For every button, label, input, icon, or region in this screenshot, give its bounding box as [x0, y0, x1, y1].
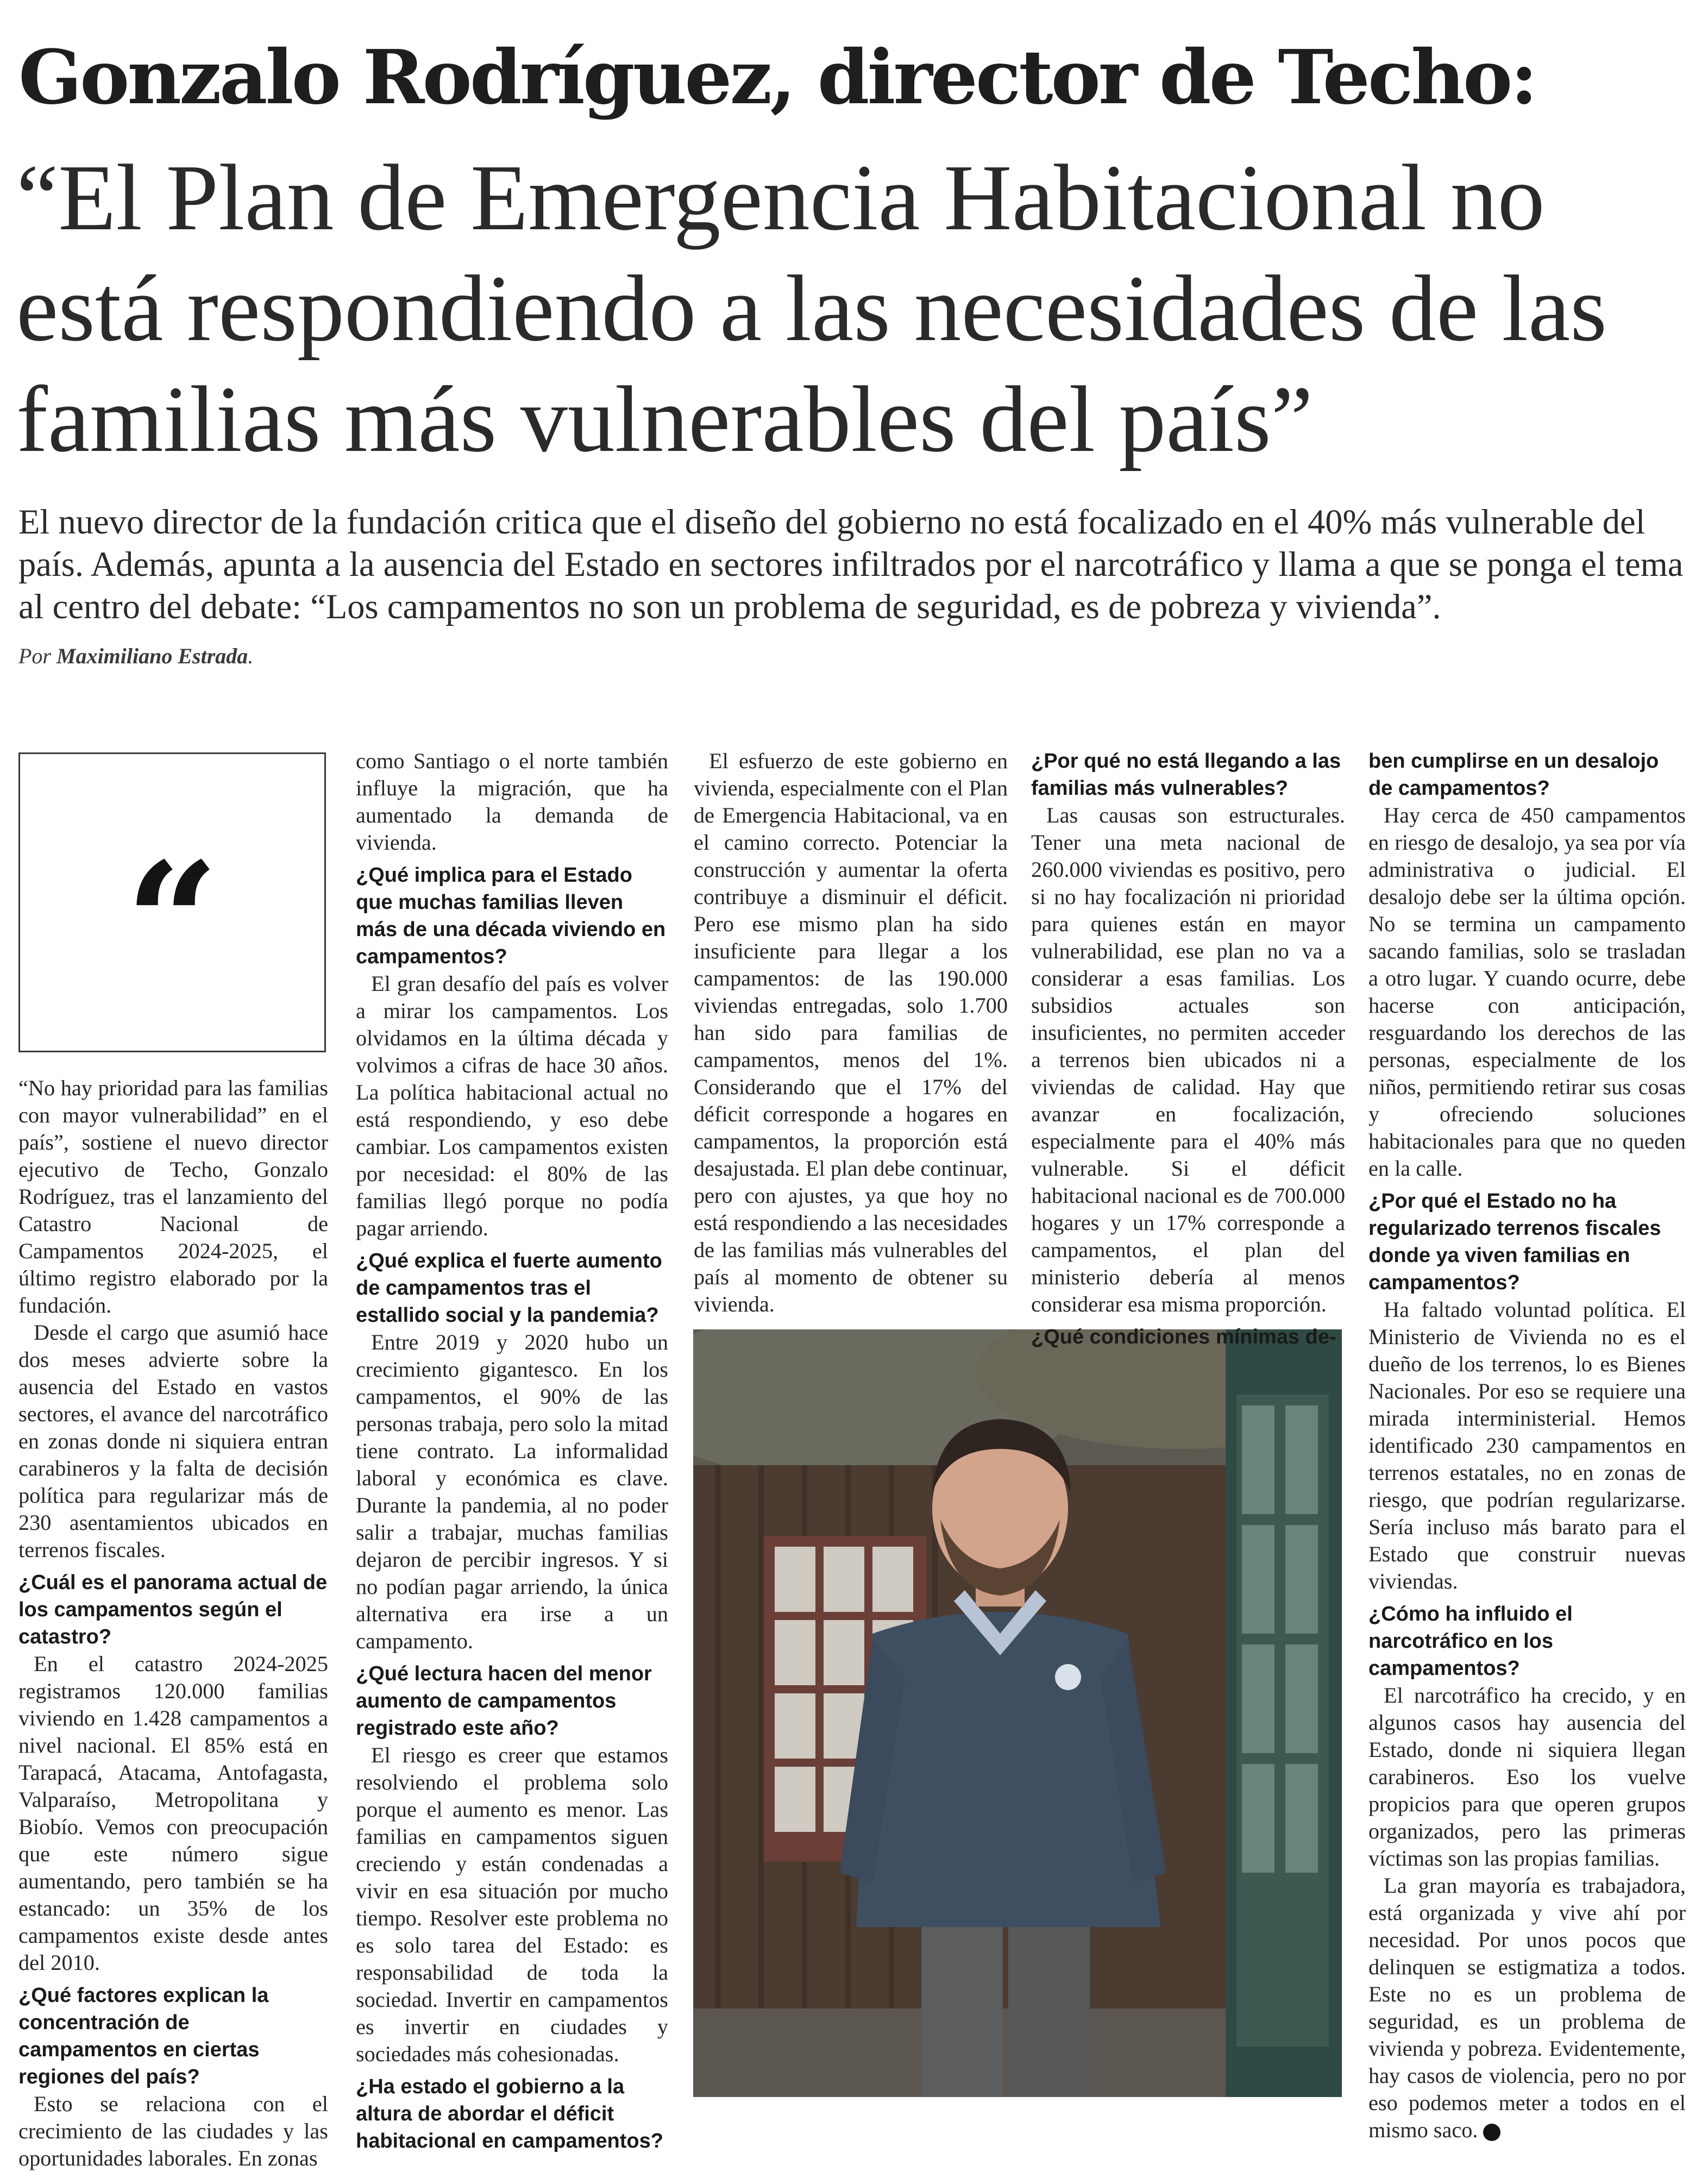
quote-mark-icon: “	[125, 826, 219, 1018]
column-2	[356, 748, 668, 2155]
paragraph: Las causas son estructurales. Tener una meta nacional de 260.000 viviendas es positivo, pero si no hay focalización ni prioridad para quienes están en mayor vulnerabilidad, ese plan no va a considerar a esas familias. Los subsidios actuales son insuficientes, no permiten acceder a terrenos bien ubicados ni a viviendas de calidad. Hay que avanzar en focalización, especialmente para el 40% más vulnerable. Si el déficit habitacional nacional es de 700.000 hogares y un 17% corresponde a campamentos, el plan del ministerio debería al menos considerar esa misma proporción.	[1031, 803, 1345, 1316]
paragraph: El riesgo es creer que estamos resolviendo el problema solo porque el aumento es menor. Las familias en campamentos siguen creciendo y están condenadas a vivir en esa situación por mucho tiempo. Resolver este problema no es solo tarea del Estado: es responsabilidad de toda la sociedad. Invertir en campamentos es invertir en ciudades y sociedades más cohesionadas.	[356, 1743, 668, 2066]
paragraph: Hay cerca de 450 campamentos en riesgo de desalojo, ya sea por vía administrativa o judicial. El desalojo debe ser la última opción. No se termina un campamento sacando familias, solo se trasladan a otro lugar. Y cuando ocurre, debe hacerse con anticipación, resguardando los derechos de las personas, especialmente de los niños, permitiendo retirar sus cosas y ofreciendo soluciones habitacionales para que no queden en la calle.	[1368, 803, 1686, 1181]
paragraph: Entre 2019 y 2020 hubo un crecimiento gigantesco. En los campamentos, el 90% de las personas trabaja, pero solo la mitad tiene contrato. La informalidad laboral y económica es clave. Durante la pandemia, al no poder salir a trabajar, muchas familias dejaron de percibir ingresos. Y si no podían pagar arriendo, la única alternativa era irse a un campamento.	[356, 1330, 668, 1653]
headline-quote: “El Plan de Emergencia Habitacional no está respondiendo a las necesidades de las familias más vulnerables del país”	[16, 145, 1607, 472]
paragraph: El gran desafío del país es volver a mirar los campamentos. Los olvidamos en la última década y volvimos a cifras de hace 30 años. La política habitacional actual no está respondiendo, y eso debe cambiar. Los campamentos existen por necesidad: el 80% de las familias llegó porque no podía pagar arriendo.	[356, 971, 668, 1240]
byline	[18, 643, 253, 669]
byline-prefix: Por	[18, 644, 51, 668]
column-3	[694, 748, 1008, 1318]
byline-author: Maximiliano Estrada	[56, 644, 248, 668]
paragraph: En el catastro 2024-2025 registramos 120.000 familias viviendo en 1.428 campamentos a nivel nacional. El 85% está en Tarapacá, Atacama, Antofagasta, Valparaíso, Metropolitana y Biobío. Vemos con preocupación que este número sigue aumentando, pero también se ha estancado: un 35% de los campamentos existe desde antes del 2010.	[18, 1652, 328, 1975]
pull-quote-box	[18, 752, 326, 1052]
interview-question: ¿Cuál es el panorama actual de los campamentos según el catastro?	[18, 1571, 328, 1648]
interview-question: ¿Por qué el Estado no ha regularizado terrenos fiscales donde ya viven familias en campamentos?	[1368, 1190, 1661, 1294]
paragraph: Desde el cargo que asumió hace dos meses advierte sobre la ausencia del Estado en vastos sectores, el avance del narcotráfico en zonas donde ni siquiera entran carabineros y la falta de decisión política para regularizar más de 230 asentamientos ubicados en terrenos fiscales.	[18, 1320, 328, 1562]
paragraph: “No hay prioridad para las familias con mayor vulnerabilidad” en el país”, sostiene el nuevo director ejecutivo de Techo, Gonzalo Rodríguez, tras el lanzamiento del Catastro Nacional de Campamentos 2024-2025, el último registro elaborado por la fundación.	[18, 1076, 328, 1317]
interview-question: ben cumplirse en un desalojo de campamentos?	[1368, 750, 1659, 800]
paragraph: El narcotráfico ha crecido, y en algunos casos hay ausencia del Estado, donde ni siquiera llegan carabineros. Eso los vuelve propicios para que operen grupos organizados, pero las primeras víctimas son las propias familias.	[1368, 1683, 1686, 1870]
interview-question: ¿Por qué no está llegando a las familias más vulnerables?	[1031, 750, 1341, 800]
interview-question: ¿Qué implica para el Estado que muchas familias lleven más de una década viviendo en campamentos?	[356, 864, 666, 968]
paragraph: Esto se relaciona con el crecimiento de las ciudades y las oportunidades laborales. En zonas	[18, 2092, 328, 2170]
paragraph: como Santiago o el norte también influye la migración, que ha aumentado la demanda de vivienda.	[356, 749, 668, 855]
column-1	[18, 1075, 328, 2172]
article-deck: El nuevo director de la fundación critica que el diseño del gobierno no está focalizado en el 40% más vulnerable del país. Además, apunta a la ausencia del Estado en sectores infiltrados por el narcotráfico y llama a que se ponga el tema al centro del debate: “Los campamentos no son un problema de seguridad, es de pobreza y vivienda”.	[18, 503, 1684, 626]
closing-text: La gran mayoría es trabajadora, está organizada y vive ahí por necesidad. Por unos pocos que delinquen se estigmatiza a todos. Este no es un problema de seguridad, es un problema de vivienda y pobreza. Evidentemente, hay casos de violencia, pero no por eso podemos meter a todos en el mismo saco.	[1368, 1873, 1686, 2142]
kicker-title: Gonzalo Rodríguez, director de Techo:	[18, 34, 1536, 121]
interview-question: ¿Qué lectura hacen del menor aumento de campamentos registrado este año?	[356, 1662, 652, 1740]
interview-question: ¿Qué condiciones mínimas de-	[1031, 1326, 1336, 1348]
interview-question: ¿Qué explica el fuerte aumento de campamentos tras el estallido social y la pandemia?	[356, 1250, 662, 1327]
end-of-article-icon	[1483, 2124, 1500, 2141]
column-4	[1031, 748, 1345, 1351]
interview-question: ¿Cómo ha influido el narcotráfico en los campamentos?	[1368, 1603, 1573, 1680]
column-5	[1368, 748, 1686, 2144]
paragraph: El esfuerzo de este gobierno en vivienda, especialmente con el Plan de Emergencia Habitacional, va en el camino correcto. Potenciar la construcción y aumentar la oferta contribuye a disminuir el déficit. Pero ese mismo plan ha sido insuficiente para llegar a los campamentos: de las 190.000 viviendas entregadas, solo 1.700 han sido para familias de campamentos, menos del 1%. Considerando que el 17% del déficit corresponde a hogares en campamentos, la proporción está desajustada. El plan debe continuar, pero con ajustes, ya que hoy no está respondiendo a las necesidades de las familias más vulnerables del país al momento de obtener su vivienda.	[694, 749, 1008, 1316]
portrait-photo	[693, 1329, 1342, 2097]
interview-question: ¿Ha estado el gobierno a la altura de abordar el déficit habitacional en campamentos?	[356, 2075, 663, 2152]
byline-suffix: .	[248, 644, 254, 668]
paragraph	[1368, 1872, 1686, 2144]
interview-question: ¿Qué factores explican la concentración de campamentos en ciertas regiones del país?	[18, 1984, 269, 2088]
paragraph: Ha faltado voluntad política. El Ministerio de Vivienda no es el dueño de los terrenos, lo es Bienes Nacionales. Por eso se requiere una mirada interministerial. Hemos identificado 230 campamentos en terrenos estatales, no en zonas de riesgo, que podrían regularizarse. Sería incluso más barato para el Estado que construir nuevas viviendas.	[1368, 1297, 1686, 1593]
